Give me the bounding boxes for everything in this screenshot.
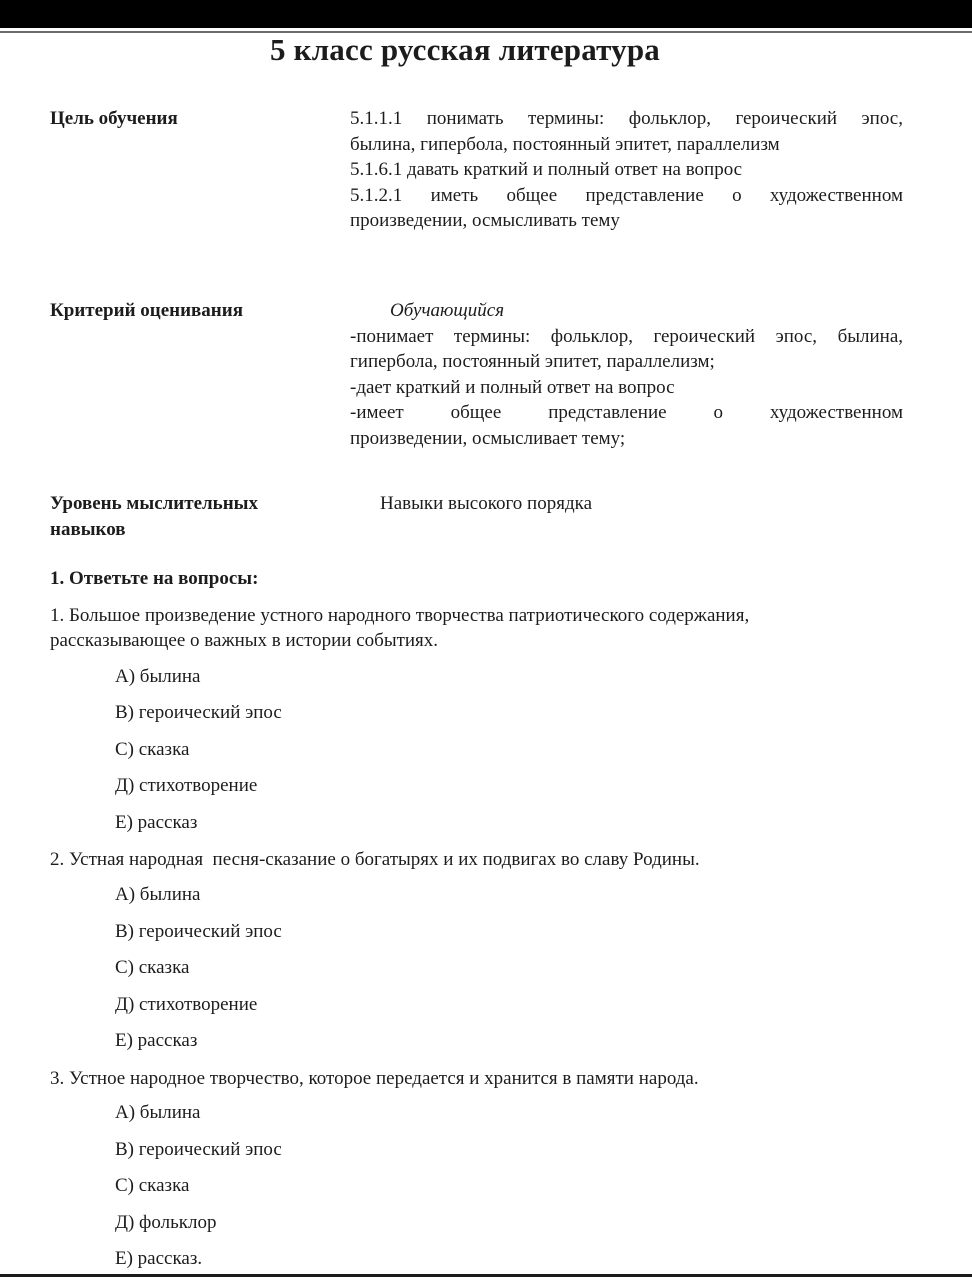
question-2 bbox=[50, 847, 920, 872]
answer-option: Е) рассказ. bbox=[115, 1248, 203, 1269]
skills-label bbox=[50, 491, 258, 543]
question-3 bbox=[50, 1066, 920, 1091]
criteria-line: -имеет общее представление о художественном bbox=[350, 402, 903, 423]
answer-option: Д) фольклор bbox=[115, 1212, 217, 1233]
document-title: 5 класс русская литература bbox=[269, 32, 661, 67]
answer-option: Е) рассказ bbox=[115, 1030, 198, 1051]
answer-option: А) былина bbox=[115, 1102, 201, 1123]
answer-option: Д) стихотворение bbox=[115, 994, 258, 1015]
answer-option: Е) рассказ bbox=[115, 812, 198, 833]
question-text: 1. Большое произведение устного народного творчества патриотического содержания, bbox=[50, 605, 750, 626]
answer-option: В) героический эпос bbox=[115, 921, 282, 942]
answer-option: Д) стихотворение bbox=[115, 775, 258, 796]
question-text: 3. Устное народное творчество, которое передается и хранится в памяти народа. bbox=[50, 1068, 699, 1089]
question-text: рассказывающее о важных в истории событиях. bbox=[50, 630, 439, 651]
answer-option: В) героический эпос bbox=[115, 1139, 282, 1160]
bottom-divider bbox=[0, 1274, 972, 1277]
skills-label-line: навыков bbox=[50, 519, 126, 540]
question-1 bbox=[50, 603, 920, 653]
goal-line: 5.1.2.1 иметь общее представление о художественном bbox=[350, 184, 903, 206]
answer-option: А) былина bbox=[115, 666, 201, 687]
goal-label: Цель обучения bbox=[50, 108, 178, 129]
criteria-learner: Обучающийся bbox=[390, 300, 505, 321]
answer-option: С) сказка bbox=[115, 1175, 190, 1196]
criteria-line: -понимает термины: фольклор, героический эпос, былина, bbox=[350, 325, 903, 347]
criteria-text bbox=[350, 298, 903, 451]
top-black-bar bbox=[0, 0, 972, 28]
skills-label-line: Уровень мыслительных bbox=[50, 493, 258, 514]
criteria-line: гипербола, постоянный эпитет, параллелизм; bbox=[350, 351, 715, 372]
criteria-line: -дает краткий и полный ответ на вопрос bbox=[350, 376, 675, 398]
answer-option: С) сказка bbox=[115, 739, 190, 760]
task-heading: 1. Ответьте на вопросы: bbox=[50, 568, 259, 589]
goal-line: 5.1.1.1 понимать термины: фольклор, героический эпос, bbox=[350, 108, 903, 129]
answer-option: А) былина bbox=[115, 884, 201, 905]
answer-option: С) сказка bbox=[115, 957, 190, 978]
goal-line: произведении, осмысливать тему bbox=[350, 210, 620, 231]
goal-line: 5.1.6.1 давать краткий и полный ответ на вопрос bbox=[350, 159, 743, 180]
criteria-label: Критерий оценивания bbox=[50, 300, 243, 321]
question-text: 2. Устная народная песня-сказание о богатырях и их подвигах во славу Родины. bbox=[50, 849, 700, 870]
answer-option: В) героический эпос bbox=[115, 702, 282, 723]
skills-value: Навыки высокого порядка bbox=[380, 493, 592, 514]
criteria-line: произведении, осмысливает тему; bbox=[350, 427, 626, 449]
goal-line: былина, гипербола, постоянный эпитет, параллелизм bbox=[350, 133, 780, 155]
goal-text bbox=[350, 106, 903, 234]
